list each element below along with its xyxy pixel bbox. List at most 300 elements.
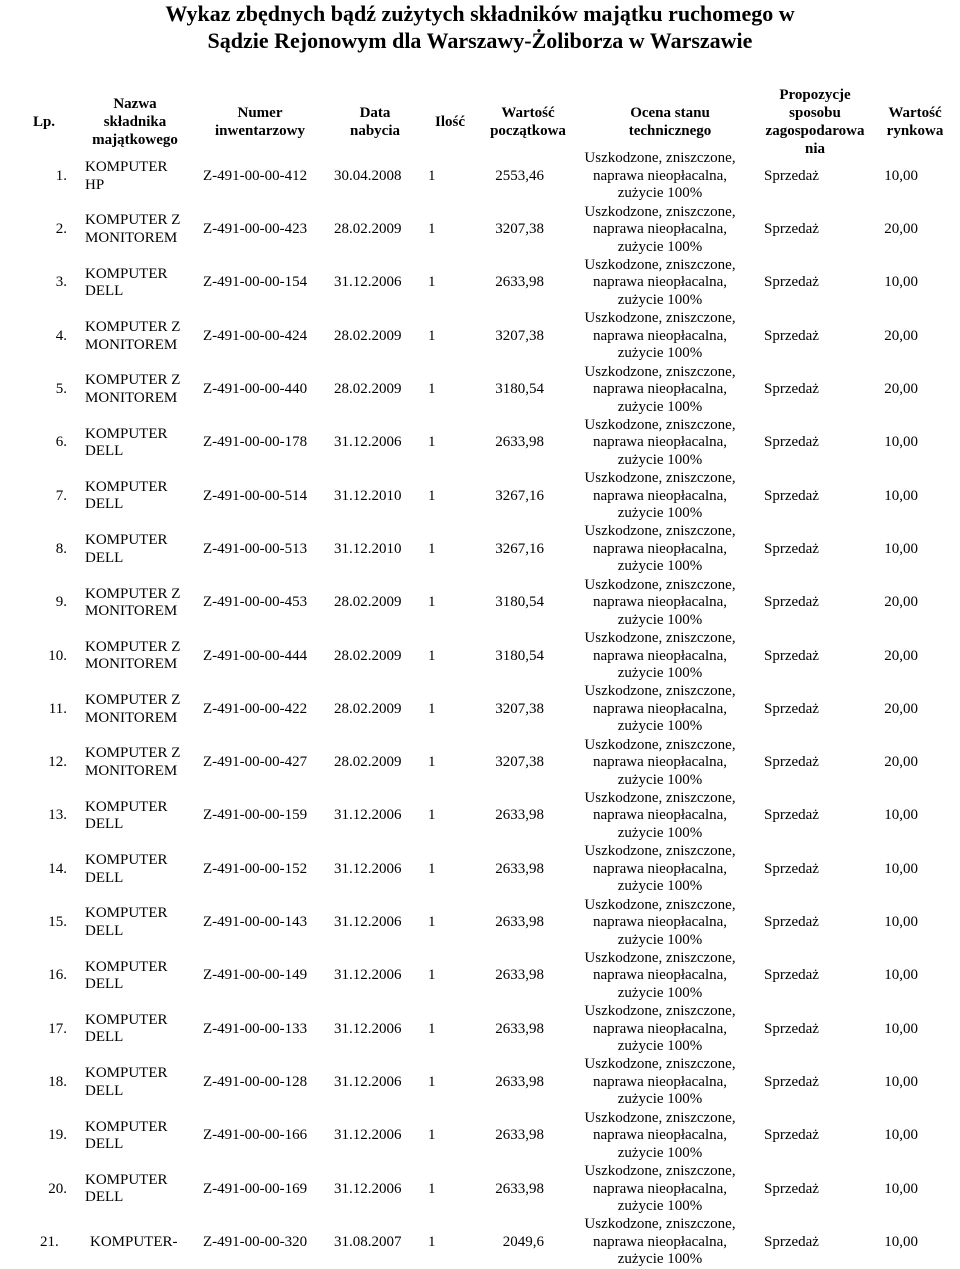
cell-condition-text: zużycie 100% xyxy=(617,185,703,202)
header-condition-line: technicznego xyxy=(628,123,712,139)
cell-inventory-number-text: Z-491-00-00-128 xyxy=(203,1073,308,1090)
cell-lp-text: 14. xyxy=(48,860,67,877)
cell-inventory-number-text: Z-491-00-00-159 xyxy=(203,807,308,824)
cell-proposal-text: Sprzedaż xyxy=(764,1127,819,1144)
cell-initial-value xyxy=(462,1109,544,1162)
cell-market-value-text: 10,00 xyxy=(884,860,918,877)
cell-quantity-text: 1 xyxy=(428,381,436,398)
cell-market-value xyxy=(850,630,918,683)
cell-proposal xyxy=(764,576,824,629)
cell-condition xyxy=(570,843,750,896)
cell-acquisition-date xyxy=(334,790,406,843)
cell-market-value xyxy=(850,950,918,1003)
cell-quantity xyxy=(428,523,438,576)
cell-quantity-text: 1 xyxy=(428,274,436,291)
cell-inventory-number xyxy=(203,683,323,736)
cell-acquisition-date xyxy=(334,950,406,1003)
cell-name xyxy=(85,630,197,683)
cell-quantity xyxy=(428,1109,438,1162)
cell-proposal xyxy=(764,683,824,736)
cell-acquisition-date xyxy=(334,203,406,256)
cell-inventory-number-text: Z-491-00-00-423 xyxy=(203,221,308,238)
cell-acquisition-date xyxy=(334,736,406,789)
cell-condition-text: zużycie 100% xyxy=(617,1091,703,1108)
header-inventory-line: inwentarzowy xyxy=(215,123,305,139)
table-row xyxy=(0,790,960,843)
cell-initial-value xyxy=(462,1003,544,1056)
cell-market-value xyxy=(850,310,918,363)
cell-market-value xyxy=(850,470,918,523)
table-row xyxy=(0,1003,960,1056)
cell-condition-text: zużycie 100% xyxy=(617,1144,703,1161)
cell-proposal-text: Sprzedaż xyxy=(764,860,819,877)
cell-quantity xyxy=(428,470,438,523)
cell-inventory-number-text: Z-491-00-00-152 xyxy=(203,860,308,877)
cell-name-text: KOMPUTER xyxy=(85,159,168,176)
cell-lp xyxy=(0,1163,67,1216)
cell-name-text: KOMPUTER Z xyxy=(85,372,181,389)
cell-initial-value xyxy=(462,843,544,896)
cell-proposal-text: Sprzedaż xyxy=(764,221,819,238)
cell-name xyxy=(85,417,197,470)
cell-inventory-number xyxy=(203,203,323,256)
title-line-1: Wykaz zbędnych bądź zużytych składników majątku ruchomego w xyxy=(165,1,795,26)
cell-initial-value-text: 2049,6 xyxy=(502,1233,544,1250)
cell-market-value xyxy=(850,896,918,949)
cell-acquisition-date-text: 31.12.2006 xyxy=(334,967,402,984)
cell-initial-value xyxy=(462,203,544,256)
table-row xyxy=(0,683,960,736)
header-proposal-line: zagospodarowa xyxy=(765,123,865,139)
cell-initial-value-text: 3207,38 xyxy=(495,700,544,717)
cell-market-value-text: 10,00 xyxy=(884,807,918,824)
cell-acquisition-date xyxy=(334,310,406,363)
cell-acquisition-date-text: 30.04.2008 xyxy=(334,167,402,184)
table-row xyxy=(0,1163,960,1216)
cell-condition-text: naprawa nieopłacalna, xyxy=(592,914,728,931)
header-market-value-line: Wartość xyxy=(888,105,942,121)
cell-quantity-text: 1 xyxy=(428,700,436,717)
cell-lp-text: 6. xyxy=(55,434,67,451)
cell-quantity-text: 1 xyxy=(428,167,436,184)
cell-condition-text: zużycie 100% xyxy=(617,238,703,255)
cell-proposal xyxy=(764,203,824,256)
cell-inventory-number xyxy=(203,363,323,416)
cell-inventory-number xyxy=(203,150,323,203)
cell-condition xyxy=(570,257,750,310)
cell-lp-text: 1. xyxy=(55,167,67,184)
cell-acquisition-date xyxy=(334,1109,406,1162)
cell-initial-value xyxy=(462,790,544,843)
cell-lp-text: 3. xyxy=(55,274,67,291)
cell-proposal xyxy=(764,310,824,363)
cell-quantity xyxy=(428,843,438,896)
cell-initial-value-text: 3180,54 xyxy=(495,647,544,664)
cell-inventory-number xyxy=(203,950,323,1003)
cell-condition-text: zużycie 100% xyxy=(617,878,703,895)
cell-proposal-text: Sprzedaż xyxy=(764,327,819,344)
table-row xyxy=(0,470,960,523)
cell-condition-text: Uszkodzone, zniszczone, xyxy=(584,1163,736,1180)
cell-name-text: KOMPUTER xyxy=(85,1011,168,1028)
cell-condition-text: zużycie 100% xyxy=(617,611,703,628)
cell-condition-text: zużycie 100% xyxy=(617,345,703,362)
cell-acquisition-date-text: 28.02.2009 xyxy=(334,221,402,238)
cell-condition-text: Uszkodzone, zniszczone, xyxy=(584,736,736,753)
cell-name-text: DELL xyxy=(85,283,124,300)
cell-name-text: KOMPUTER xyxy=(85,798,168,815)
cell-name-text: KOMPUTER xyxy=(85,1171,168,1188)
cell-lp-text: 8. xyxy=(55,540,67,557)
cell-inventory-number xyxy=(203,523,323,576)
cell-acquisition-date-text: 31.08.2007 xyxy=(334,1233,402,1250)
cell-name-text: KOMPUTER Z xyxy=(85,319,181,336)
cell-initial-value xyxy=(462,470,544,523)
cell-proposal xyxy=(764,736,824,789)
cell-market-value xyxy=(850,523,918,576)
cell-condition xyxy=(570,790,750,843)
cell-proposal-text: Sprzedaż xyxy=(764,967,819,984)
cell-inventory-number xyxy=(203,1216,323,1269)
cell-proposal xyxy=(764,950,824,1003)
cell-quantity xyxy=(428,1163,438,1216)
cell-lp xyxy=(0,417,67,470)
cell-lp xyxy=(0,523,67,576)
header-proposal-line: sposobu xyxy=(789,105,841,121)
cell-name xyxy=(85,896,197,949)
cell-quantity-text: 1 xyxy=(428,327,436,344)
cell-proposal-text: Sprzedaż xyxy=(764,700,819,717)
cell-lp xyxy=(0,736,67,789)
cell-initial-value xyxy=(462,310,544,363)
cell-inventory-number xyxy=(203,576,323,629)
cell-quantity-text: 1 xyxy=(428,1180,436,1197)
cell-quantity-text: 1 xyxy=(428,487,436,504)
cell-acquisition-date xyxy=(334,1163,406,1216)
cell-proposal-text: Sprzedaż xyxy=(764,594,819,611)
cell-condition-text: Uszkodzone, zniszczone, xyxy=(584,470,736,487)
cell-lp-text: 13. xyxy=(48,807,67,824)
cell-lp-text: 18. xyxy=(48,1073,67,1090)
cell-lp xyxy=(0,576,67,629)
cell-proposal xyxy=(764,257,824,310)
cell-market-value xyxy=(850,417,918,470)
cell-quantity xyxy=(428,630,438,683)
cell-name xyxy=(85,470,197,523)
header-lp-text: Lp. xyxy=(32,114,56,130)
cell-market-value xyxy=(850,683,918,736)
cell-name-text: KOMPUTER Z xyxy=(85,638,181,655)
cell-acquisition-date xyxy=(334,257,406,310)
cell-acquisition-date-text: 28.02.2009 xyxy=(334,700,402,717)
cell-condition-text: naprawa nieopłacalna, xyxy=(592,594,728,611)
cell-proposal xyxy=(764,523,824,576)
header-qty-text: Ilość xyxy=(435,114,465,130)
header-name-line: majątkowego xyxy=(92,132,178,148)
cell-initial-value xyxy=(462,950,544,1003)
cell-proposal-text: Sprzedaż xyxy=(764,381,819,398)
document-title xyxy=(0,0,960,54)
cell-name xyxy=(85,1003,197,1056)
cell-name-text: MONITOREM xyxy=(85,762,178,779)
header-name-line: Nazwa xyxy=(113,96,157,112)
cell-name-text: KOMPUTER xyxy=(85,265,168,282)
header-market-value-line: rynkowa xyxy=(886,123,944,139)
cell-lp xyxy=(0,950,67,1003)
cell-market-value-text: 10,00 xyxy=(884,434,918,451)
cell-market-value-text: 20,00 xyxy=(884,700,918,717)
table-row xyxy=(0,523,960,576)
cell-name-text: KOMPUTER xyxy=(85,958,168,975)
cell-proposal xyxy=(764,417,824,470)
cell-name-text: DELL xyxy=(85,1082,124,1099)
header-name-line: składnika xyxy=(103,114,167,130)
cell-lp-text: 5. xyxy=(55,381,67,398)
cell-lp xyxy=(0,470,67,523)
cell-acquisition-date xyxy=(334,576,406,629)
cell-inventory-number-text: Z-491-00-00-169 xyxy=(203,1180,308,1197)
cell-lp xyxy=(0,630,67,683)
header-date-line: nabycia xyxy=(349,123,400,139)
cell-inventory-number-text: Z-491-00-00-154 xyxy=(203,274,308,291)
cell-lp xyxy=(0,150,67,203)
cell-name xyxy=(85,576,197,629)
cell-name-text: DELL xyxy=(85,976,124,993)
cell-condition-text: naprawa nieopłacalna, xyxy=(592,540,728,557)
cell-lp-text: 2. xyxy=(55,221,67,238)
cell-quantity-text: 1 xyxy=(428,1127,436,1144)
header-date-line: Data xyxy=(359,105,391,121)
cell-condition-text: zużycie 100% xyxy=(617,505,703,522)
cell-proposal-text: Sprzedaż xyxy=(764,1233,819,1250)
cell-quantity xyxy=(428,1216,438,1269)
cell-lp xyxy=(40,1216,70,1269)
cell-initial-value-text: 3180,54 xyxy=(495,381,544,398)
cell-condition-text: naprawa nieopłacalna, xyxy=(592,1020,728,1037)
cell-condition xyxy=(570,736,750,789)
cell-quantity xyxy=(428,683,438,736)
cell-name-text: MONITOREM xyxy=(85,229,178,246)
cell-inventory-number-text: Z-491-00-00-178 xyxy=(203,434,308,451)
cell-quantity xyxy=(428,736,438,789)
cell-condition-text: zużycie 100% xyxy=(617,451,703,468)
cell-market-value xyxy=(850,1163,918,1216)
cell-acquisition-date-text: 31.12.2010 xyxy=(334,487,402,504)
table-row xyxy=(0,1109,960,1162)
cell-initial-value-text: 2553,46 xyxy=(495,167,544,184)
cell-market-value xyxy=(850,790,918,843)
cell-quantity-text: 1 xyxy=(428,594,436,611)
cell-condition-text: Uszkodzone, zniszczone, xyxy=(584,256,736,273)
cell-market-value-text: 10,00 xyxy=(884,1020,918,1037)
cell-proposal xyxy=(764,1216,824,1269)
cell-condition-text: naprawa nieopłacalna, xyxy=(592,381,728,398)
cell-condition xyxy=(570,1003,750,1056)
cell-quantity-text: 1 xyxy=(428,860,436,877)
cell-inventory-number-text: Z-491-00-00-513 xyxy=(203,540,308,557)
cell-condition-text: Uszkodzone, zniszczone, xyxy=(584,789,736,806)
cell-lp xyxy=(0,203,67,256)
cell-condition xyxy=(570,683,750,736)
cell-lp xyxy=(0,1056,67,1109)
table-row xyxy=(0,736,960,789)
cell-condition-text: naprawa nieopłacalna, xyxy=(592,807,728,824)
cell-initial-value xyxy=(462,417,544,470)
cell-condition xyxy=(570,576,750,629)
cell-condition-text: Uszkodzone, zniszczone, xyxy=(584,1003,736,1020)
cell-name-text: KOMPUTER xyxy=(85,1118,168,1135)
cell-lp xyxy=(0,1003,67,1056)
cell-inventory-number-text: Z-491-00-00-440 xyxy=(203,381,308,398)
cell-acquisition-date xyxy=(334,683,406,736)
cell-market-value-text: 10,00 xyxy=(884,1180,918,1197)
cell-condition-text: naprawa nieopłacalna, xyxy=(592,700,728,717)
cell-inventory-number-text: Z-491-00-00-422 xyxy=(203,700,308,717)
cell-name xyxy=(85,843,197,896)
cell-lp-text: 20. xyxy=(48,1180,67,1197)
cell-market-value-text: 10,00 xyxy=(884,1073,918,1090)
cell-lp-text: 16. xyxy=(48,967,67,984)
cell-condition-text: naprawa nieopłacalna, xyxy=(592,1127,728,1144)
cell-proposal xyxy=(764,843,824,896)
cell-quantity-text: 1 xyxy=(428,967,436,984)
cell-name-text: MONITOREM xyxy=(85,656,178,673)
cell-market-value xyxy=(850,576,918,629)
cell-market-value-text: 10,00 xyxy=(884,487,918,504)
cell-acquisition-date-text: 31.12.2006 xyxy=(334,1073,402,1090)
cell-condition xyxy=(570,630,750,683)
cell-inventory-number-text: Z-491-00-00-143 xyxy=(203,914,308,931)
cell-market-value xyxy=(850,843,918,896)
cell-inventory-number-text: Z-491-00-00-149 xyxy=(203,967,308,984)
cell-acquisition-date xyxy=(334,1003,406,1056)
title-line-2: Sądzie Rejonowym dla Warszawy-Żoliborza w Warszawie xyxy=(207,28,753,53)
cell-market-value xyxy=(850,363,918,416)
cell-initial-value xyxy=(462,1056,544,1109)
cell-initial-value-text: 2633,98 xyxy=(495,1073,544,1090)
cell-name-text: KOMPUTER- xyxy=(90,1233,178,1250)
cell-proposal xyxy=(764,150,824,203)
cell-market-value-text: 10,00 xyxy=(884,914,918,931)
cell-initial-value xyxy=(462,1163,544,1216)
cell-proposal xyxy=(764,363,824,416)
cell-market-value-text: 10,00 xyxy=(884,540,918,557)
cell-initial-value xyxy=(462,1216,544,1269)
cell-inventory-number-text: Z-491-00-00-320 xyxy=(203,1233,308,1250)
cell-name-text: DELL xyxy=(85,1189,124,1206)
cell-acquisition-date xyxy=(334,363,406,416)
cell-condition xyxy=(570,1163,750,1216)
cell-inventory-number-text: Z-491-00-00-166 xyxy=(203,1127,308,1144)
cell-name-text: KOMPUTER Z xyxy=(85,692,181,709)
cell-lp xyxy=(0,790,67,843)
cell-quantity xyxy=(428,363,438,416)
table-row xyxy=(0,363,960,416)
cell-lp-text: 11. xyxy=(48,700,67,717)
cell-acquisition-date-text: 28.02.2009 xyxy=(334,381,402,398)
cell-condition-text: naprawa nieopłacalna, xyxy=(592,1233,728,1250)
cell-condition xyxy=(570,1056,750,1109)
cell-condition-text: naprawa nieopłacalna, xyxy=(592,647,728,664)
table-row xyxy=(0,257,960,310)
cell-condition-text: zużycie 100% xyxy=(617,771,703,788)
cell-condition xyxy=(570,1109,750,1162)
cell-lp xyxy=(0,683,67,736)
cell-market-value-text: 20,00 xyxy=(884,754,918,771)
cell-initial-value xyxy=(462,523,544,576)
cell-inventory-number-text: Z-491-00-00-133 xyxy=(203,1020,308,1037)
cell-name-text: KOMPUTER xyxy=(85,905,168,922)
table-row xyxy=(0,950,960,1003)
cell-initial-value-text: 3207,38 xyxy=(495,327,544,344)
cell-condition-text: Uszkodzone, zniszczone, xyxy=(584,896,736,913)
cell-lp-text: 19. xyxy=(48,1127,67,1144)
cell-initial-value xyxy=(462,683,544,736)
cell-quantity xyxy=(428,896,438,949)
cell-condition-text: zużycie 100% xyxy=(617,1198,703,1215)
cell-quantity xyxy=(428,257,438,310)
cell-initial-value-text: 2633,98 xyxy=(495,1180,544,1197)
cell-acquisition-date-text: 28.02.2009 xyxy=(334,594,402,611)
table-row xyxy=(0,843,960,896)
cell-initial-value xyxy=(462,150,544,203)
cell-quantity-text: 1 xyxy=(428,540,436,557)
cell-quantity xyxy=(428,1056,438,1109)
cell-name xyxy=(85,790,197,843)
cell-market-value-text: 10,00 xyxy=(884,967,918,984)
cell-condition-text: Uszkodzone, zniszczone, xyxy=(584,1216,736,1233)
table-row xyxy=(0,417,960,470)
cell-initial-value xyxy=(462,257,544,310)
cell-acquisition-date xyxy=(334,1056,406,1109)
cell-quantity-text: 1 xyxy=(428,647,436,664)
cell-initial-value xyxy=(462,363,544,416)
header-proposal-line: nia xyxy=(804,141,825,157)
cell-name-text: DELL xyxy=(85,549,124,566)
cell-inventory-number-text: Z-491-00-00-514 xyxy=(203,487,308,504)
cell-acquisition-date xyxy=(334,523,406,576)
cell-name-text: KOMPUTER Z xyxy=(85,745,181,762)
header-initial-value-line: Wartość xyxy=(501,105,555,121)
cell-condition-text: naprawa nieopłacalna, xyxy=(592,860,728,877)
cell-initial-value-text: 3207,38 xyxy=(495,754,544,771)
cell-market-value xyxy=(850,257,918,310)
cell-market-value-text: 10,00 xyxy=(884,1127,918,1144)
cell-condition-text: zużycie 100% xyxy=(617,1038,703,1055)
cell-proposal-text: Sprzedaż xyxy=(764,647,819,664)
cell-market-value-text: 20,00 xyxy=(884,647,918,664)
cell-name xyxy=(85,1163,197,1216)
header-initial-value-line: początkowa xyxy=(490,123,566,139)
table-row xyxy=(0,310,960,363)
cell-initial-value-text: 2633,98 xyxy=(495,914,544,931)
cell-initial-value xyxy=(462,630,544,683)
cell-proposal-text: Sprzedaż xyxy=(764,1020,819,1037)
cell-name-text: KOMPUTER xyxy=(85,1065,168,1082)
cell-acquisition-date xyxy=(334,896,406,949)
cell-proposal xyxy=(764,790,824,843)
cell-proposal-text: Sprzedaż xyxy=(764,914,819,931)
cell-inventory-number xyxy=(203,470,323,523)
cell-name xyxy=(85,683,197,736)
cell-condition-text: zużycie 100% xyxy=(617,291,703,308)
cell-name xyxy=(85,1056,197,1109)
cell-quantity xyxy=(428,150,438,203)
header-proposal-line: Propozycje xyxy=(779,87,851,103)
cell-condition-text: naprawa nieopłacalna, xyxy=(592,327,728,344)
cell-initial-value-text: 2633,98 xyxy=(495,807,544,824)
cell-condition xyxy=(570,150,750,203)
